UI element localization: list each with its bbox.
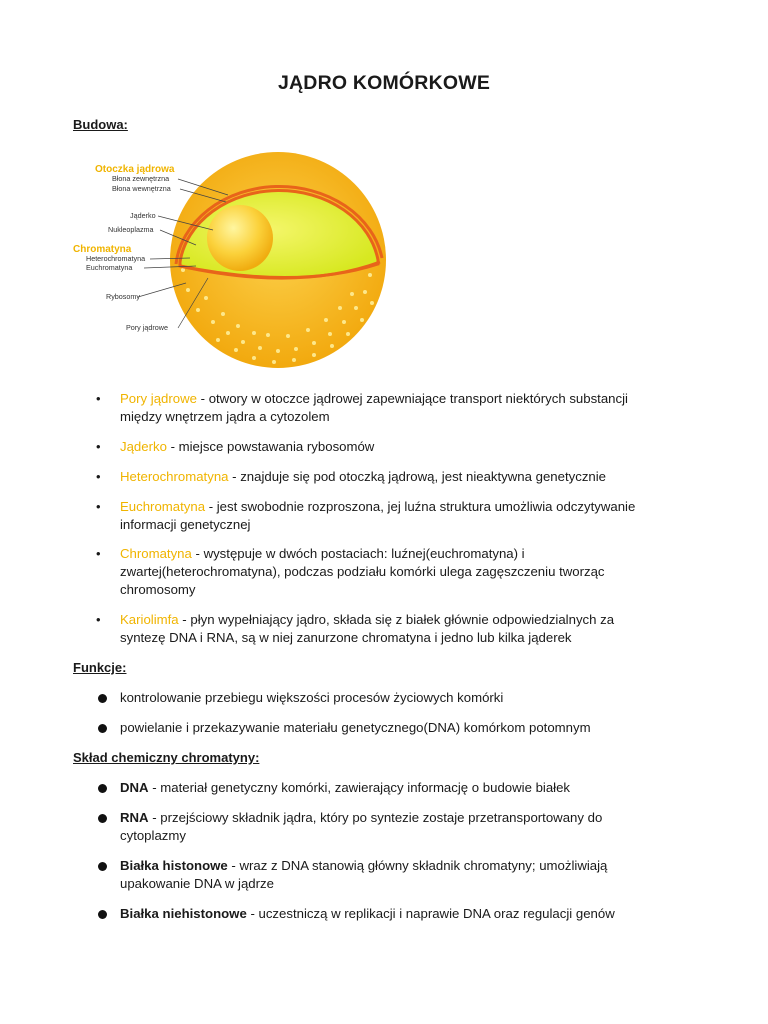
term-jaderko: Jąderko	[120, 439, 167, 454]
page-title: JĄDRO KOMÓRKOWE	[277, 72, 491, 94]
label-pory: Pory jądrowe	[126, 323, 168, 332]
list-item: • Heterochromatyna - znajduje się pod otoczką jądrową, jest nieaktywna genetycznie	[96, 469, 607, 484]
list-item: • Jąderko - miejsce powstawania rybosomów	[96, 439, 375, 454]
term-kariolimfa: Kariolimfa	[120, 612, 179, 627]
term-chromatyna: Chromatyna	[120, 546, 192, 561]
term-euchromatyna: Euchromatyna	[120, 499, 206, 514]
label-blona-wew: Błona wewnętrzna	[112, 184, 171, 193]
term-pory: Pory jądrowe	[120, 391, 197, 406]
label-blona-zew: Błona zewnętrzna	[112, 174, 170, 183]
label-rybosomy: Rybosomy	[106, 292, 140, 301]
term-heterochromatyna: Heterochromatyna	[120, 469, 229, 484]
list-item: Białka histonowe - wraz z DNA stanowią główny składnik chromatyny; umożliwiają upakowanie DNA w jądrze	[120, 857, 690, 893]
bullet: •	[96, 469, 101, 484]
bullet	[98, 694, 107, 703]
term-bialka-histonowe: Białka histonowe	[120, 858, 228, 873]
label-chromatyna: Chromatyna	[73, 244, 132, 255]
list-item: • Pory jądrowe - otwory w otoczce jądrowej zapewniające transport niektórych substancji między wnętrzem jądra a cytozolem	[96, 391, 628, 424]
bullet: •	[96, 546, 101, 561]
list-item: Białka niehistonowe - uczestniczą w replikacji i naprawie DNA oraz regulacji genów	[120, 905, 690, 923]
bullet	[98, 862, 107, 871]
label-jaderko: Jąderko	[130, 211, 156, 220]
list-item: • Kariolimfa - płyn wypełniający jądro, składa się z białek głównie odpowiedzialnych za syntezę DNA i RNA, są w niej zanurzone chromatyna i jedno lub kilka jąderek	[96, 612, 615, 645]
list-item: RNA - przejściowy składnik jądra, który po syntezie zostaje przetransportowany do cytoplazmy	[120, 809, 690, 845]
bullet: •	[96, 439, 101, 454]
label-otoczka: Otoczka jądrowa	[95, 164, 175, 175]
bullet: •	[96, 612, 101, 627]
list-item: DNA - materiał genetyczny komórki, zawierający informację o budowie białek	[120, 779, 690, 797]
label-euchromatyna: Euchromatyna	[86, 263, 133, 272]
bullet	[98, 784, 107, 793]
label-heterochromatyna: Heterochromatyna	[86, 254, 146, 263]
label-nukleoplazma: Nukleoplazma	[108, 225, 154, 234]
bullet	[98, 814, 107, 823]
nucleus-diagram	[68, 150, 413, 370]
term-dna: DNA	[120, 780, 149, 795]
list-item: • Euchromatyna - jest swobodnie rozproszona, jej luźna struktura umożliwia odczytywanie informacji genetycznej	[96, 499, 636, 532]
bullet: •	[96, 499, 101, 514]
list-item: kontrolowanie przebiegu większości procesów życiowych komórki	[120, 689, 690, 707]
section-heading-funkcje: Funkcje:	[73, 660, 127, 675]
bullet: •	[96, 391, 101, 406]
list-item: • Chromatyna - występuje w dwóch postaciach: luźnej(euchromatyna) i zwartej(heterochromatyna), podczas podziału komórki ulega zagęszczeniu tworząc chromosomy	[96, 546, 605, 597]
term-rna: RNA	[120, 810, 149, 825]
list-item: powielanie i przekazywanie materiału genetycznego(DNA) komórkom potomnym	[120, 719, 690, 737]
section-heading-sklad: Skład chemiczny chromatyny:	[73, 750, 260, 765]
bullet	[98, 910, 107, 919]
term-bialka-niehistonowe: Białka niehistonowe	[120, 906, 247, 921]
nucleolus-shape	[207, 205, 273, 271]
bullet	[98, 724, 107, 733]
section-heading-budowa: Budowa:	[73, 117, 128, 132]
